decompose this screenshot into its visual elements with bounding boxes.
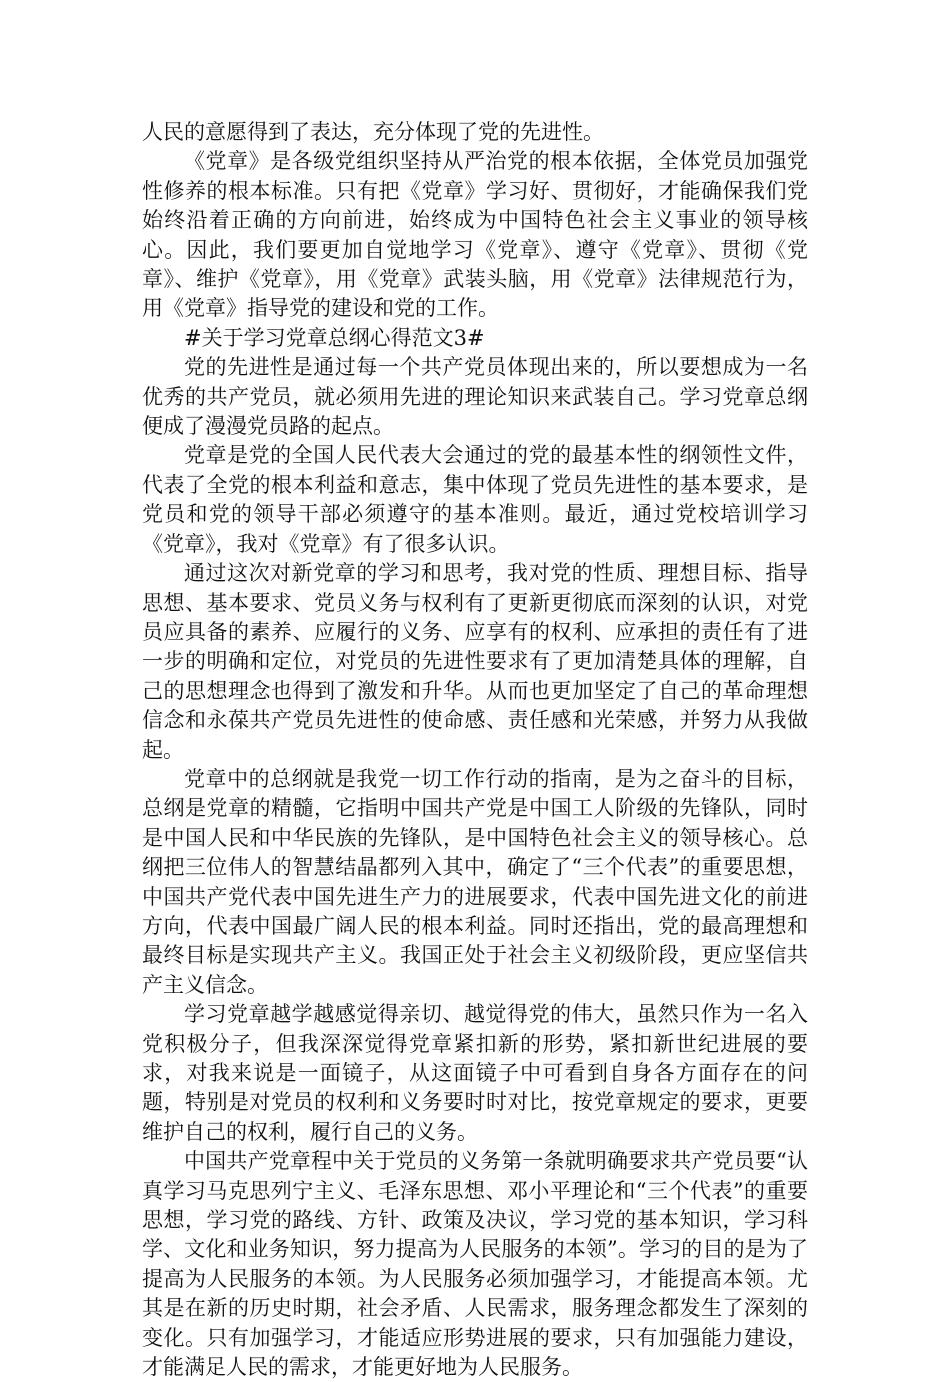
paragraph-member-duties: 中国共产党章程中关于党员的义务第一条就明确要求共产党员要“认真学习马克思列宁主义、毛泽东思想、邓小平理论和“三个代表”的重要思想，学习党的路线、方针、政策及决议，学习党的基本知识，学习科学、文化和业务知识，努力提高为人民服务的本领”。学习的目的是为了提高为人民服务的本领。为人民服务必须加强学习，才能提高本领。尤其是在新的历史时期，社会矛盾、人民需求，服务理念都发生了深刻的变化。只有加强学习，才能适应形势进展的要求，只有加强能力建设，才能满足人民的需求，才能更好地为人民服务。 (142, 1149, 808, 1380)
section-heading: #关于学习党章总纲心得范文3# (184, 325, 485, 350)
paragraph-continuation: 人民的意愿得到了表达，充分体现了党的先进性。 (142, 120, 604, 144)
document-page (142, 118, 808, 1382)
paragraph-mirror: 学习党章越学越感觉得亲切、越觉得党的伟大，虽然只作为一名入党积极分子，但我深深觉得党章紧扣新的形势，紧扣新世纪进展的要求，对我来说是一面镜子，从这面镜子中可看到自身各方面存在的问题，特别是对党员的权利和义务要时时对比，按党章规定的要求，更要维护自己的权利，履行自己的义务。 (142, 1002, 808, 1144)
paragraph-advancement: 党的先进性是通过每一个共产党员体现出来的，所以要想成为一名优秀的共产党员，就必须用先进的理论知识来武装自己。学习党章总纲便成了漫漫党员路的起点。 (142, 355, 808, 439)
paragraph-general-program: 党章中的总纲就是我党一切工作行动的指南，是为之奋斗的目标，总纲是党章的精髓，它指明中国共产党是中国工人阶级的先锋队，同时是中国人民和中华民族的先锋队，是中国特色社会主义的领导核心。总纲把三位伟人的智慧结晶都列入其中，确定了“三个代表”的重要思想，中国共产党代表中国先进生产力的进展要求，代表中国先进文化的前进方向，代表中国最广阔人民的根本利益。同时还指出，党的最高理想和最终目标是实现共产主义。我国正处于社会主义初级阶段，更应坚信共产主义信念。 (142, 766, 808, 997)
paragraph-party-constitution-basis: 《党章》是各级党组织坚持从严治党的根本依据，全体党员加强党性修养的根本标准。只有把《党章》学习好、贯彻好，才能确保我们党始终沿着正确的方向前进，始终成为中国特色社会主义事业的领导核心。因此，我们要更加自觉地学习《党章》、遵守《党章》、贯彻《党章》、维护《党章》，用《党章》武装头脑，用《党章》法律规范行为，用《党章》指导党的建设和党的工作。 (142, 149, 808, 321)
paragraph-study-reflection: 通过这次对新党章的学习和思考，我对党的性质、理想目标、指导思想、基本要求、党员义务与权利有了更新更彻底而深刻的认识，对党员应具备的素养、应履行的义务、应享有的权利、应承担的责任有了进一步的明确和定位，对党员的先进性要求有了更加清楚具体的理解，自己的思想理念也得到了激发和升华。从而也更加坚定了自己的革命理想信念和永葆共产党员先进性的使命感、责任感和光荣感，并努力从我做起。 (142, 561, 808, 762)
paragraph-constitution-definition: 党章是党的全国人民代表大会通过的党的最基本性的纲领性文件，代表了全党的根本利益和意志，集中体现了党员先进性的基本要求，是党员和党的领导干部必须遵守的基本准则。最近，通过党校培训学习《党章》，我对《党章》有了很多认识。 (142, 443, 808, 556)
